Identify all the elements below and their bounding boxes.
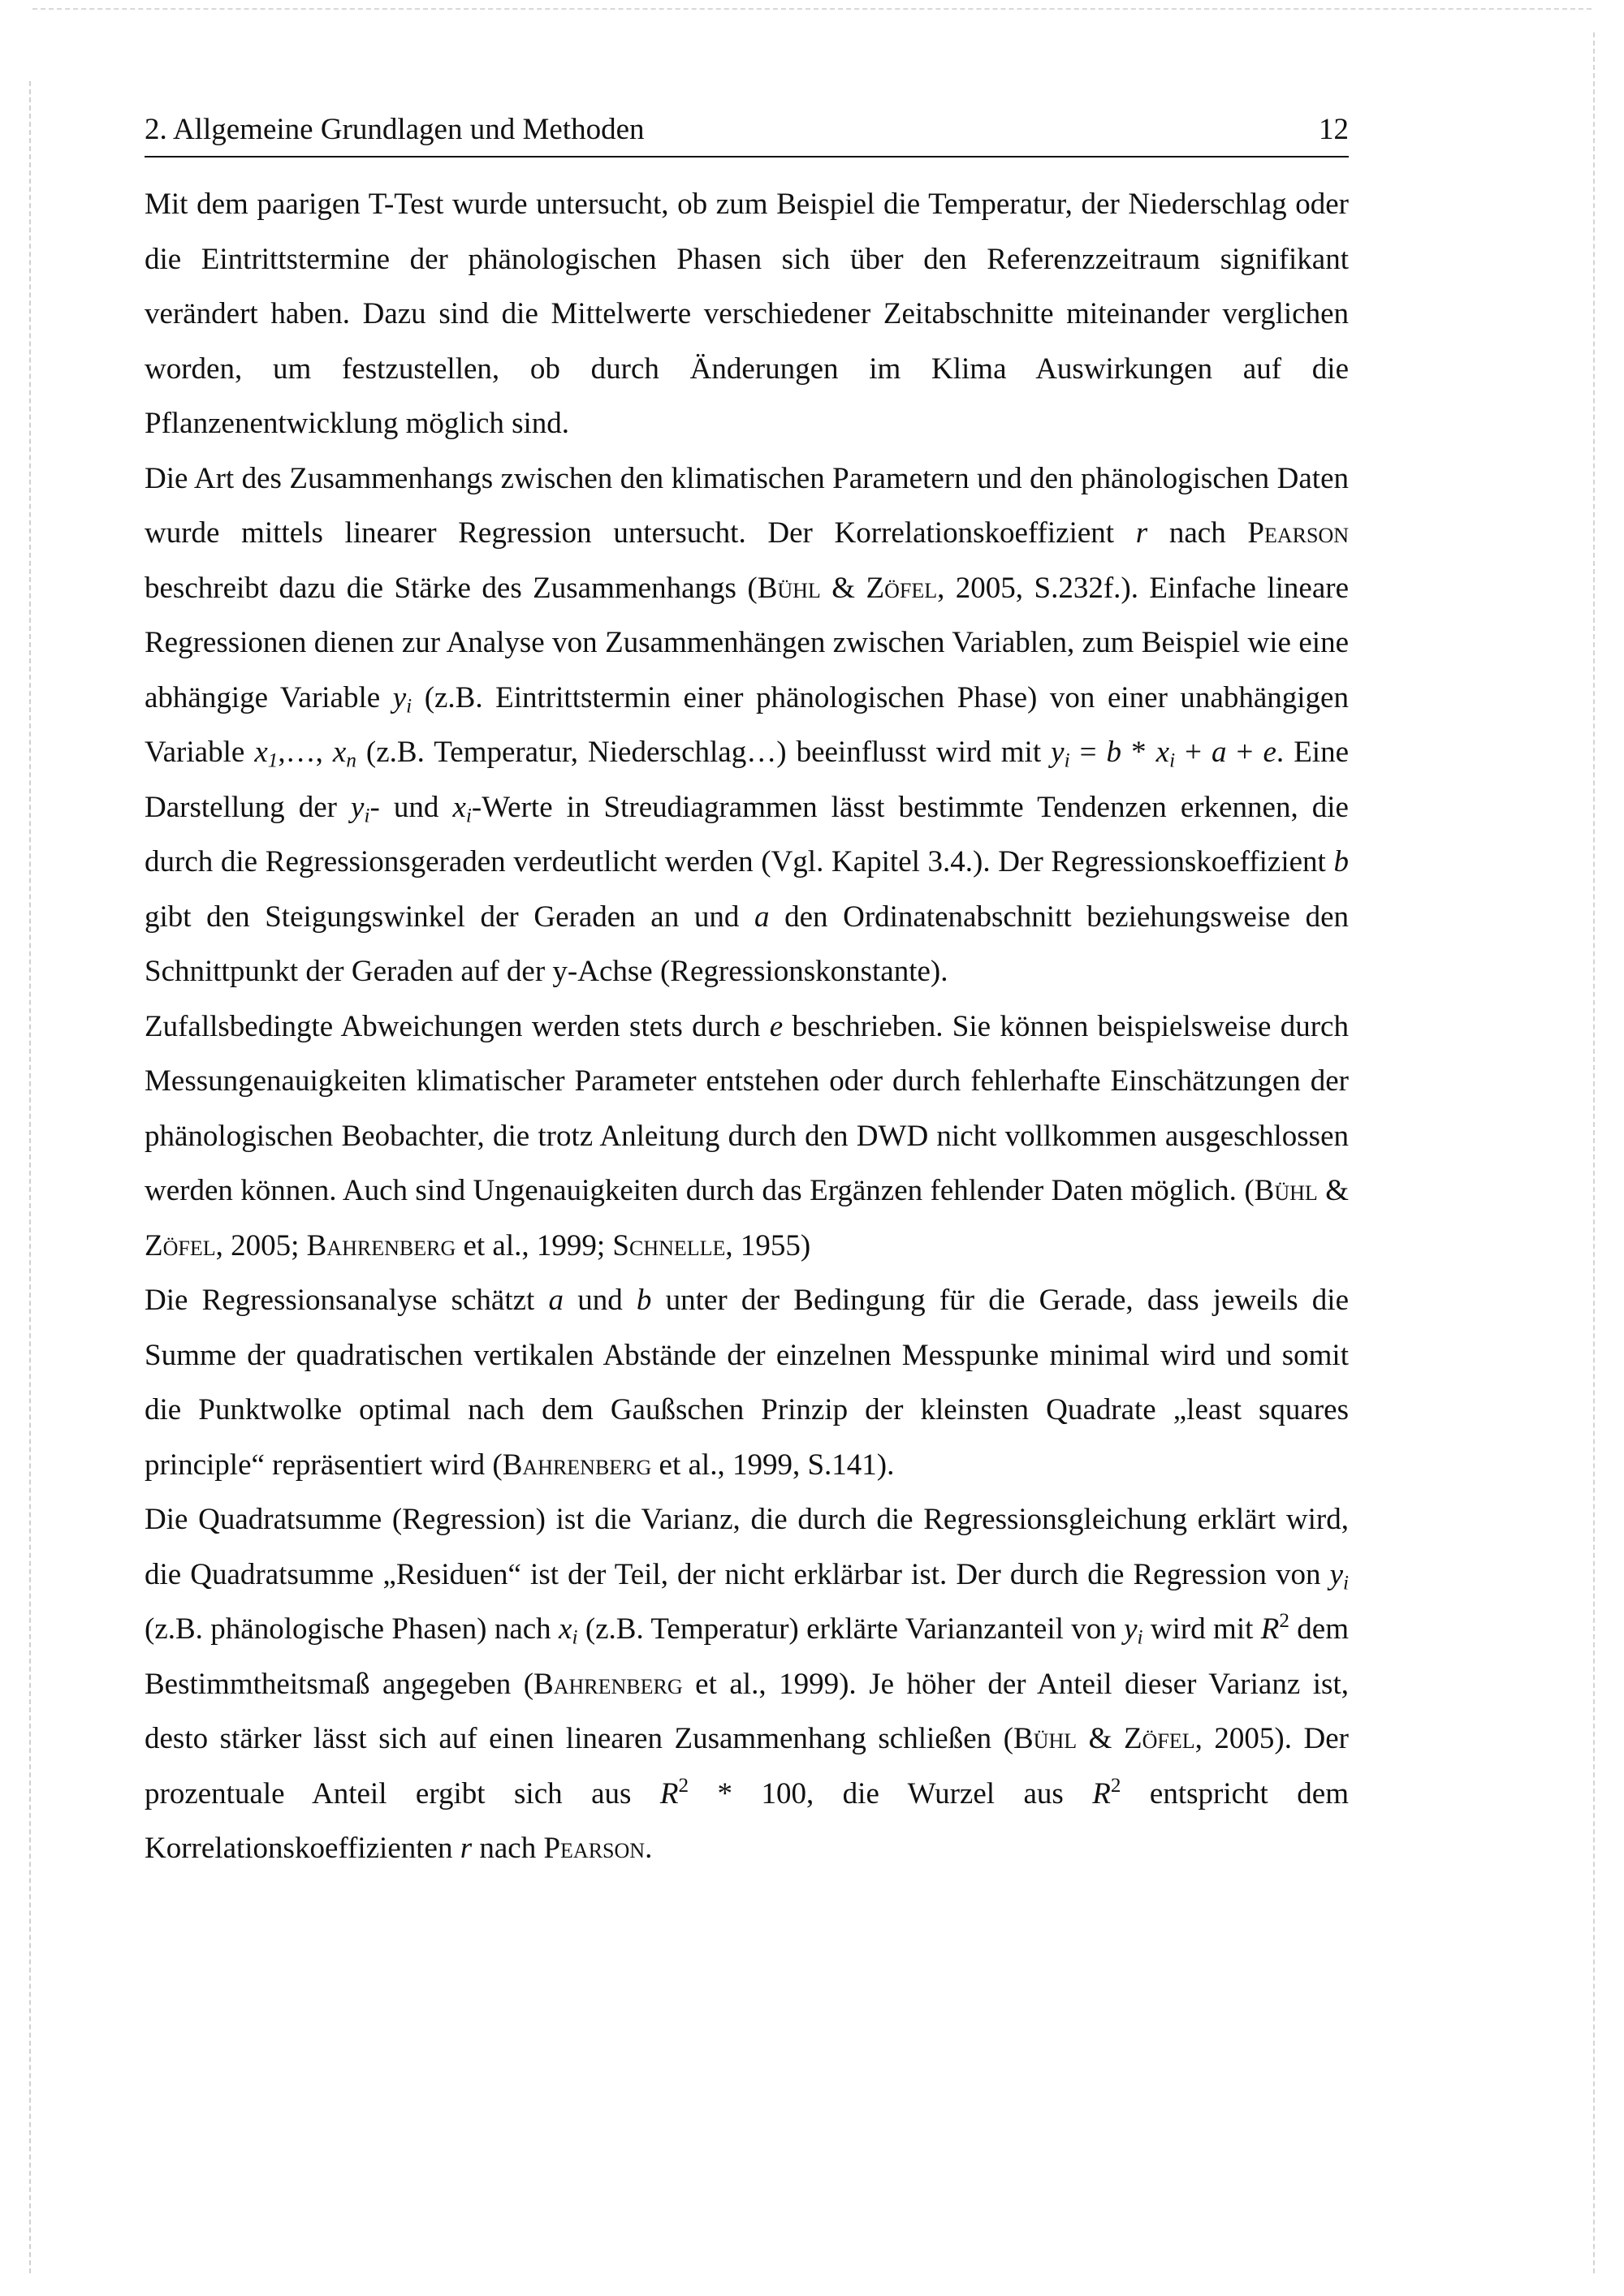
text-run: wird mit <box>1142 1612 1261 1646</box>
text-run: unter der Bedingung für die Gerade, dass jeweils die Summe der quadratischen vertikalen Abstände der einzelnen Messpunke minimal wird und somit die Punktwolke optimal nach dem Gaußschen Prinzip der kleinsten Quadrate „least squares principle“ repräsentiert wird ( <box>145 1284 1349 1482</box>
text-run: (z.B. phänologische Phasen) nach <box>145 1612 559 1646</box>
paragraph-regression <box>145 451 1349 999</box>
text-run: , 2005). Der prozentuale Anteil ergibt sich aus <box>145 1722 1349 1810</box>
text-run: (z.B. Eintrittstermin einer phänologischen Phase) von einer unabhängigen Variable <box>145 680 1349 769</box>
text-run: nach <box>472 1832 544 1865</box>
text-run: nach <box>1147 516 1248 550</box>
text-run: , 2005; <box>215 1228 307 1262</box>
math-sub-i: i <box>1169 749 1176 772</box>
text-run: Die Quadratsumme (Regression) ist die Varianz, die durch die Regressionsgleichung erklärt wird, die Quadratsumme „Residuen“ ist der Teil, der nicht erklärbar ist. Der durch die Regression von <box>145 1503 1349 1591</box>
text-run: den Ordinatenabschnitt beziehungsweise den Schnittpunkt der Geraden auf der y-Achse (Regressionskonstante). <box>145 900 1349 988</box>
citation-author-bahrenberg: Bahrenberg <box>306 1228 456 1262</box>
text-run: Die Regressionsanalyse schätzt <box>145 1284 549 1317</box>
citation-author-schnelle: Schnelle <box>612 1228 726 1262</box>
math-sub-i: i <box>572 1626 578 1649</box>
citation-author-zoefel: Zöfel <box>1124 1722 1195 1755</box>
math-sup-2: 2 <box>1110 1774 1121 1797</box>
text-run: , 1955) <box>725 1228 811 1262</box>
text-run: & <box>1317 1174 1349 1207</box>
math-r: r <box>1135 516 1148 550</box>
citation-author-buehl: Bühl <box>1254 1174 1318 1207</box>
chapter-title: 2. Allgemeine Grundlagen und Methoden <box>145 113 645 146</box>
text-run: -Werte in Streudiagrammen lässt bestimmte Tendenzen erkennen, die durch die Regressionsgeraden verdeutlicht werden (Vgl. Kapitel 3.4.). Der Regressionskoeffizient <box>145 790 1349 878</box>
math-operator: + <box>1226 736 1263 769</box>
citation-author-bahrenberg: Bahrenberg <box>533 1667 683 1701</box>
math-sub-i: i <box>406 694 412 717</box>
text-run: ,…, <box>278 736 333 769</box>
math-e: e <box>1263 736 1276 769</box>
text-run: et al., 1999). Je höher der Anteil dieser Varianz ist, desto stärker lässt sich auf einen linearen Zusammenhang schließen ( <box>145 1667 1349 1755</box>
citation-author-bahrenberg: Bahrenberg <box>502 1448 652 1482</box>
math-x: x <box>254 736 268 769</box>
scan-edge-left <box>29 81 31 2273</box>
text-run: & <box>1077 1722 1124 1755</box>
math-operator: = <box>1069 736 1107 769</box>
math-y: y <box>351 790 365 824</box>
text-run: et al., 1999; <box>456 1228 613 1262</box>
math-operator: * <box>1121 736 1156 769</box>
citation-author-zoefel: Zöfel <box>145 1228 216 1262</box>
math-b: b <box>1333 845 1349 878</box>
scan-edge-right <box>1593 32 1595 2273</box>
math-R: R <box>1092 1776 1111 1810</box>
scan-edge-top <box>32 8 1592 10</box>
math-sub-i: i <box>1343 1571 1349 1594</box>
citation-author-buehl: Bühl <box>1013 1722 1078 1755</box>
text-run: - und <box>369 790 453 824</box>
document-page <box>145 106 1349 1876</box>
math-R: R <box>659 1776 679 1810</box>
math-a: a <box>1212 736 1227 769</box>
math-x: x <box>332 736 347 769</box>
math-sub-i: i <box>1137 1626 1143 1649</box>
running-header <box>145 106 1349 158</box>
math-operator: + <box>1175 736 1212 769</box>
math-y: y <box>1329 1557 1343 1591</box>
math-x: x <box>1155 736 1170 769</box>
paragraph-random-errors <box>145 999 1349 1274</box>
text-run: dem Bestimmtheitsmaß angegeben ( <box>145 1612 1349 1701</box>
text-run: . Eine Darstellung der <box>145 736 1349 824</box>
body-text <box>145 177 1349 1876</box>
math-b: b <box>1106 736 1122 769</box>
text-run: (z.B. Temperatur, Niederschlag…) beeinflusst wird mit <box>356 736 1052 769</box>
text-run: entspricht dem Korrelationskoeffizienten <box>145 1776 1349 1865</box>
math-sub-i: i <box>1064 749 1070 772</box>
math-b: b <box>636 1284 652 1317</box>
math-sub-1: 1 <box>267 749 279 772</box>
math-a: a <box>548 1284 564 1317</box>
citation-author-buehl: Bühl <box>757 571 821 605</box>
citation-author-pearson: Pearson <box>543 1832 646 1865</box>
math-x: x <box>559 1612 572 1646</box>
text-run: und <box>564 1284 637 1317</box>
paragraph-least-squares <box>145 1273 1349 1492</box>
page-number: 12 <box>1319 113 1349 146</box>
math-y: y <box>1051 736 1065 769</box>
paragraph-t-test: Mit dem paarigen T-Test wurde untersucht, ob zum Beispiel die Temperatur, der Niederschlag oder die Eintrittstermine der phänologischen Phasen sich über den Referenzzeitraum signifikant verändert haben. Dazu sind die Mittelwerte verschiedener Zeitabschnitte miteinander verglichen worden, um festzustellen, ob durch Änderungen im Klima Auswirkungen auf die Pflanzenentwicklung möglich sind. <box>145 188 1349 440</box>
text-run: . <box>645 1832 653 1865</box>
math-a: a <box>754 900 770 934</box>
text-run: Die Art des Zusammenhangs zwischen den klimatischen Parametern und den phänologischen Daten wurde mittels linearer Regression untersucht. Der Korrelationskoeffizient <box>145 461 1349 550</box>
text-run: beschrieben. Sie können beispielsweise durch Messungenauigkeiten klimatischer Parameter entstehen oder durch fehlerhafte Einschätzungen der phänologischen Beobachter, die trotz Anleitung durch den DWD nicht vollkommen ausgeschlossen werden können. Auch sind Ungenauigkeiten durch das Ergänzen fehlender Daten möglich. ( <box>145 1009 1349 1207</box>
text-run: beschreibt dazu die Stärke des Zusammenhangs ( <box>145 571 758 605</box>
citation-author-pearson: Pearson <box>1247 516 1349 550</box>
text-run: * 100, die Wurzel aus <box>689 1776 1093 1810</box>
math-y: y <box>392 680 407 714</box>
math-x: x <box>452 790 466 824</box>
math-sub-i: i <box>364 804 370 826</box>
math-sup-2: 2 <box>1279 1610 1289 1633</box>
text-run: Zufallsbedingte Abweichungen werden stets durch <box>145 1009 770 1043</box>
math-y: y <box>1124 1612 1138 1646</box>
text-run: gibt den Steigungswinkel der Geraden an und <box>145 900 754 934</box>
math-R: R <box>1260 1612 1280 1646</box>
math-sub-n: n <box>346 749 356 772</box>
math-sub-i: i <box>465 804 472 826</box>
text-run: & <box>820 571 866 605</box>
text-run: , 2005, S.232f.). Einfache lineare Regressionen dienen zur Analyse von Zusammenhängen zwischen Variablen, zum Beispiel wie eine abhängige Variable <box>145 571 1349 714</box>
text-run: et al., 1999, S.141). <box>651 1448 895 1482</box>
math-r: r <box>460 1832 473 1865</box>
citation-author-zoefel: Zöfel <box>866 571 938 605</box>
math-sup-2: 2 <box>678 1774 689 1797</box>
math-e: e <box>769 1009 784 1043</box>
paragraph-sum-of-squares <box>145 1492 1349 1876</box>
text-run: (z.B. Temperatur) erklärte Varianzanteil von <box>577 1612 1125 1646</box>
